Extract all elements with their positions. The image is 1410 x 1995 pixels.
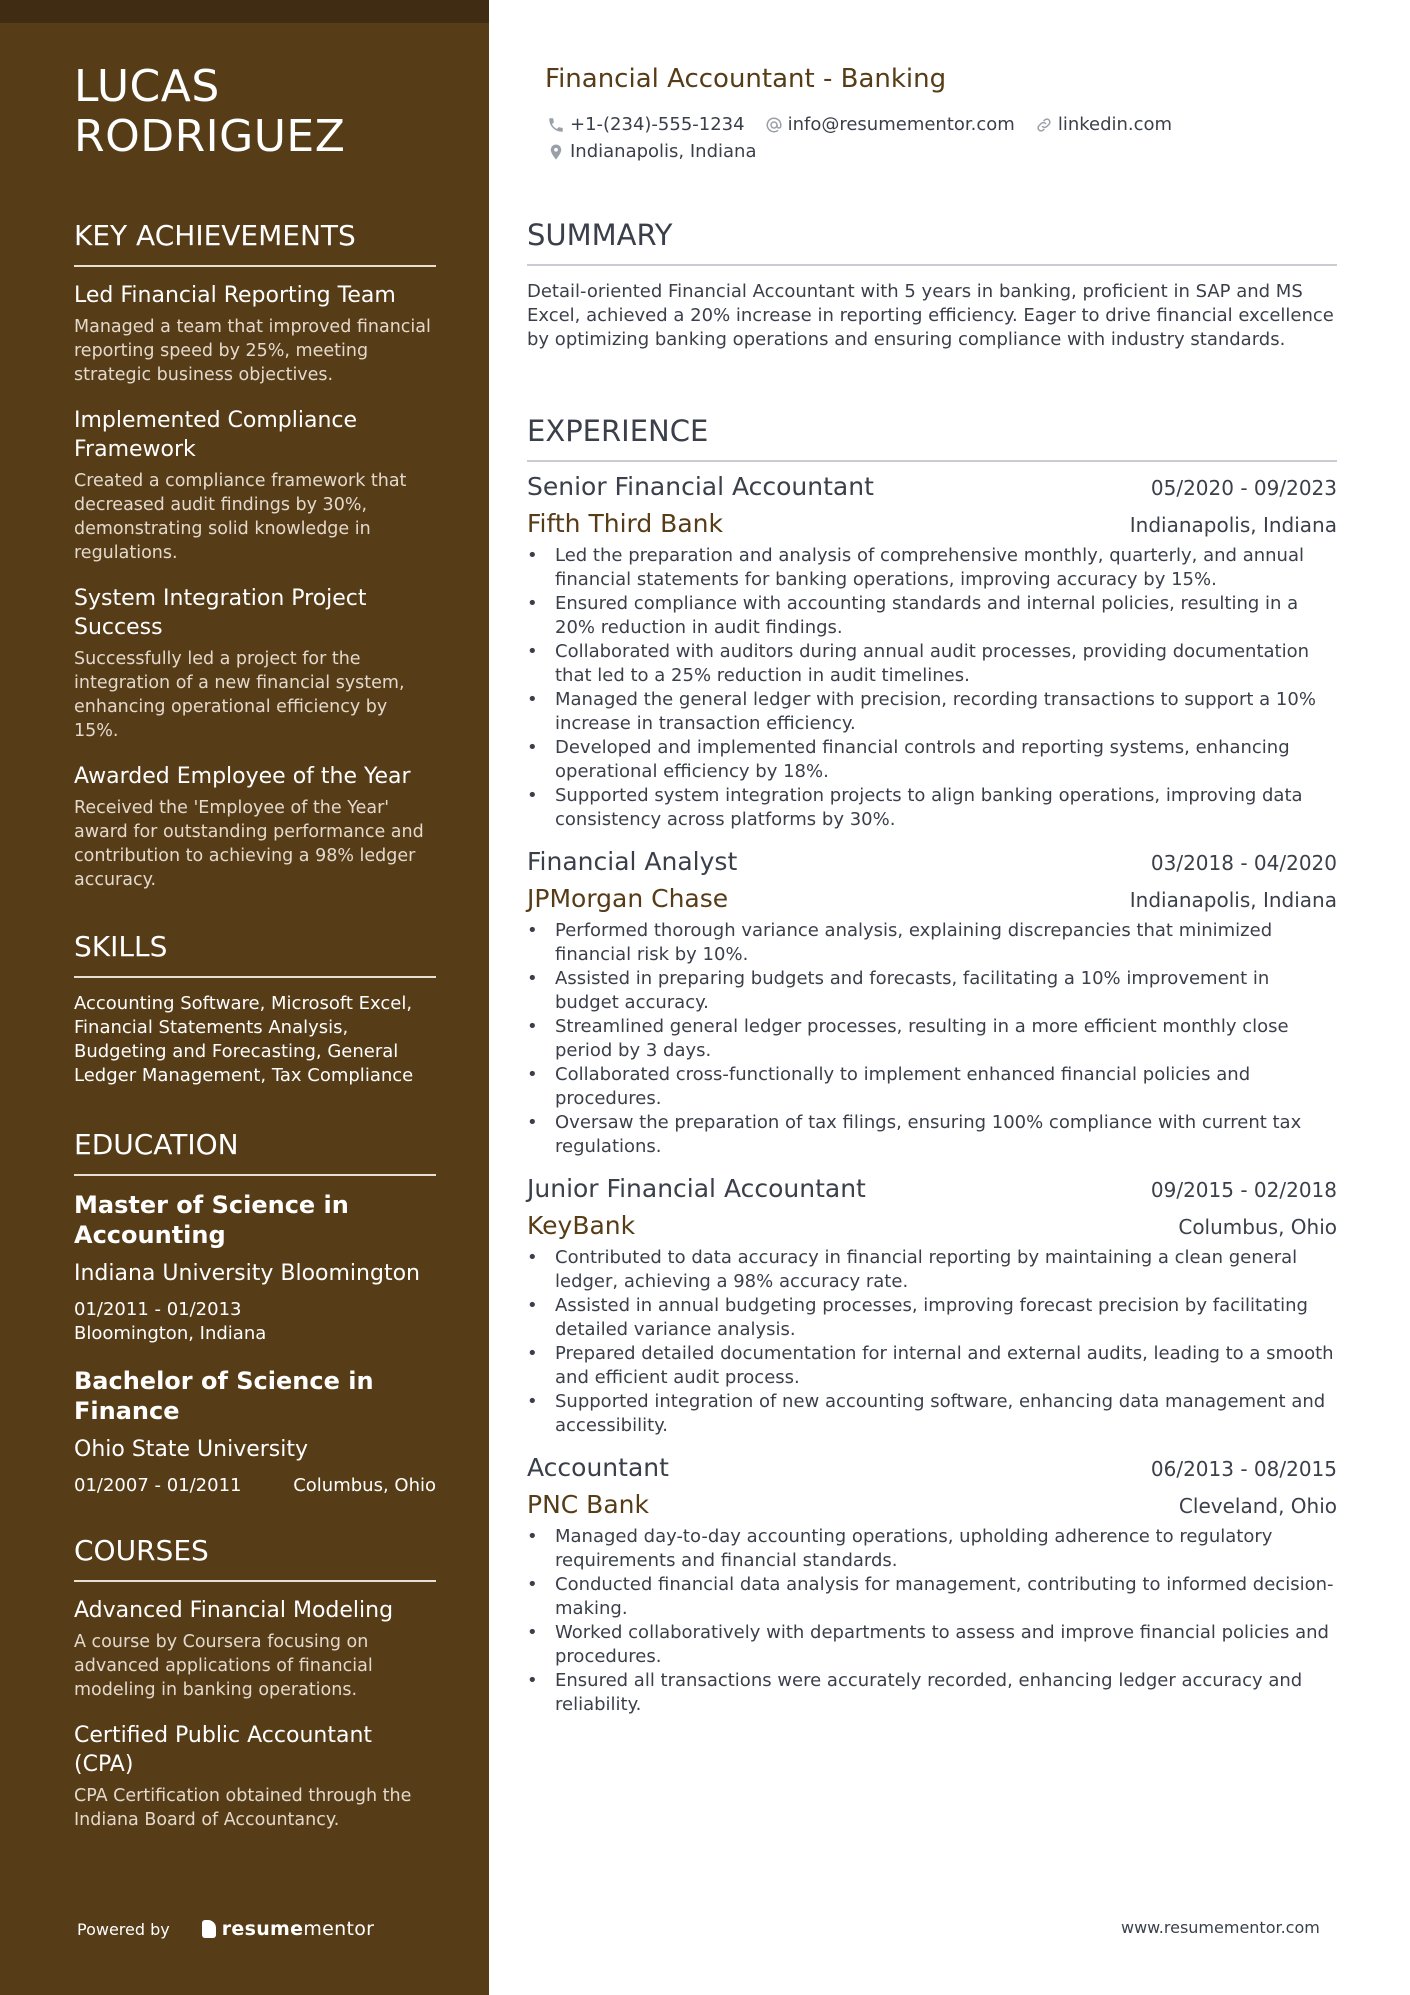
contact-row (547, 139, 1307, 165)
location-pin-icon (547, 143, 565, 161)
exp-role: Accountant (527, 1453, 669, 1482)
contact-info (547, 112, 1307, 166)
phone-text: +1-(234)-555-1234 (570, 114, 745, 135)
achievement-title: Awarded Employee of the Year (74, 764, 411, 789)
edu-degree: Bachelor of Science in Finance (74, 1367, 374, 1425)
powered-by-label: Powered by (77, 1919, 170, 1939)
exp-bullet: • Contributed to data accuracy in financial reporting by maintaining a clean general ledger, achieving a 98% accuracy rate. (527, 1246, 1337, 1294)
edu-degree: Master of Science in Accounting (74, 1191, 349, 1249)
edu-date-location-row (74, 1474, 436, 1498)
edu-dates: 01/2011 - 01/2013 (74, 1299, 242, 1320)
link-icon (1035, 116, 1053, 134)
exp-role: Junior Financial Accountant (527, 1174, 866, 1203)
education-item (74, 1190, 436, 1346)
course-desc: A course by Coursera focusing on advanced applications of financial modeling in banking operations. (74, 1632, 373, 1700)
exp-dates: 03/2018 - 04/2020 (1150, 851, 1337, 875)
course-item (74, 1596, 436, 1702)
experience-item (527, 846, 1337, 1159)
exp-bullet: • Assisted in preparing budgets and forecasts, facilitating a 10% improvement in budget accuracy. (527, 967, 1337, 1015)
edu-location: Columbus, Ohio (293, 1475, 436, 1496)
sidebar (0, 0, 489, 1995)
experience-item (527, 1452, 1337, 1717)
exp-bullet: • Ensured all transactions were accurately recorded, enhancing ledger accuracy and reliability. (527, 1669, 1337, 1717)
powered-by (77, 1918, 374, 1940)
achievement-item (74, 406, 436, 565)
exp-bullet: • Collaborated cross-functionally to implement enhanced financial policies and procedures. (527, 1063, 1337, 1111)
sidebar-top-band (0, 0, 489, 23)
resumementor-logo-icon (202, 1920, 216, 1938)
exp-bullet: • Managed day-to-day accounting operations, upholding adherence to regulatory requirements and financial standards. (527, 1525, 1337, 1573)
exp-dates: 06/2013 - 08/2015 (1150, 1457, 1337, 1481)
exp-bullet: • Collaborated with auditors during annual audit processes, providing documentation that led to a 25% reduction in audit timelines. (527, 640, 1337, 688)
footer-url[interactable]: www.resumementor.com (1121, 1918, 1320, 1937)
exp-role: Senior Financial Accountant (527, 472, 874, 501)
candidate-name (74, 62, 436, 162)
summary-heading: SUMMARY (527, 218, 1337, 266)
experience-item (527, 1173, 1337, 1438)
exp-bullets (527, 544, 1337, 832)
exp-header (527, 1173, 1337, 1205)
courses-heading: COURSES (74, 1534, 436, 1582)
course-title: Advanced Financial Modeling (74, 1598, 394, 1623)
exp-company: KeyBank (527, 1211, 636, 1240)
exp-company: Fifth Third Bank (527, 509, 723, 538)
achievement-desc: Created a compliance framework that decreased audit findings by 30%, demonstrating solid knowledge in regulations. (74, 471, 407, 563)
key-achievements-heading: KEY ACHIEVEMENTS (74, 219, 436, 267)
exp-location: Columbus, Ohio (1178, 1215, 1337, 1239)
achievement-desc: Successfully led a project for the integration of a new financial system, enhancing operational efficiency by 15%. (74, 649, 405, 741)
achievement-title: System Integration Project Success (74, 586, 367, 640)
exp-bullet: • Conducted financial data analysis for management, contributing to informed decision-making. (527, 1573, 1337, 1621)
achievement-desc: Managed a team that improved financial reporting speed by 25%, meeting strategic business objectives. (74, 317, 431, 385)
courses-section (74, 1534, 436, 1832)
education-item (74, 1366, 436, 1498)
first-name: LUCAS (74, 61, 220, 112)
key-achievements-section (74, 219, 436, 892)
resumementor-logo[interactable] (202, 1918, 375, 1940)
achievement-item (74, 762, 436, 892)
linkedin-text: linkedin.com (1057, 114, 1173, 135)
experience-item (527, 471, 1337, 832)
headline: Financial Accountant - Banking (545, 64, 947, 94)
logo-text-bold: resume (221, 1918, 304, 1940)
course-item (74, 1721, 436, 1832)
exp-header (527, 471, 1337, 503)
exp-bullet: • Streamlined general ledger processes, resulting in a more efficient monthly close period by 3 days. (527, 1015, 1337, 1063)
exp-bullet: • Performed thorough variance analysis, explaining discrepancies that minimized financial risk by 10%. (527, 919, 1337, 967)
exp-company: JPMorgan Chase (527, 884, 729, 913)
exp-bullets (527, 1525, 1337, 1717)
course-desc: CPA Certification obtained through the Indiana Board of Accountancy. (74, 1786, 412, 1830)
exp-location: Indianapolis, Indiana (1129, 888, 1337, 912)
email-text: info@resumementor.com (787, 114, 1015, 135)
exp-bullet: • Managed the general ledger with precision, recording transactions to support a 10% increase in transaction efficiency. (527, 688, 1337, 736)
exp-role: Financial Analyst (527, 847, 738, 876)
skills-list: Accounting Software, Microsoft Excel, Financial Statements Analysis, Budgeting and Forecasting, General Ledger Management, Tax Compliance (74, 993, 414, 1086)
exp-bullet: • Assisted in annual budgeting processes, improving forecast precision by facilitating detailed variance analysis. (527, 1294, 1337, 1342)
achievement-desc: Received the 'Employee of the Year' award for outstanding performance and contribution to achieving a 98% ledger accuracy. (74, 798, 424, 890)
experience-section (527, 414, 1337, 1717)
exp-bullet: • Worked collaboratively with departments to assess and improve financial policies and procedures. (527, 1621, 1337, 1669)
sidebar-content (74, 62, 436, 1851)
skills-heading: SKILLS (74, 930, 436, 978)
location-text: Indianapolis, Indiana (570, 141, 757, 162)
exp-bullet: • Developed and implemented financial controls and reporting systems, enhancing operational efficiency by 18%. (527, 736, 1337, 784)
achievement-item (74, 584, 436, 743)
achievement-item (74, 281, 436, 387)
exp-bullets (527, 919, 1337, 1159)
logo-text-light: mentor (303, 1918, 375, 1940)
exp-company: PNC Bank (527, 1490, 649, 1519)
contact-phone[interactable] (547, 112, 745, 138)
exp-location: Indianapolis, Indiana (1129, 513, 1337, 537)
exp-location: Cleveland, Ohio (1178, 1494, 1337, 1518)
exp-bullets (527, 1246, 1337, 1438)
contact-linkedin[interactable] (1035, 112, 1172, 138)
achievement-title: Led Financial Reporting Team (74, 283, 396, 308)
exp-subheader (527, 883, 1337, 915)
edu-location: Bloomington, Indiana (74, 1323, 267, 1344)
exp-dates: 09/2015 - 02/2018 (1150, 1178, 1337, 1202)
achievement-title: Implemented Compliance Framework (74, 408, 358, 462)
contact-row (547, 112, 1307, 138)
exp-bullet: • Led the preparation and analysis of comprehensive monthly, quarterly, and annual financial statements for banking operations, improving accuracy by 15%. (527, 544, 1337, 592)
education-section (74, 1128, 436, 1498)
exp-subheader (527, 1489, 1337, 1521)
exp-bullet: • Supported integration of new accounting software, enhancing data management and accessibility. (527, 1390, 1337, 1438)
exp-subheader (527, 508, 1337, 540)
edu-school: Ohio State University (74, 1437, 309, 1462)
exp-subheader (527, 1210, 1337, 1242)
summary-section (527, 218, 1337, 352)
summary-text: Detail-oriented Financial Accountant with 5 years in banking, proficient in SAP and MS Excel, achieved a 20% increase in reporting efficiency. Eager to drive financial excellence by optimizing banking operations and ensuring compliance with industry standards. (527, 281, 1334, 350)
exp-bullet: • Supported system integration projects to align banking operations, improving data consistency across platforms by 30%. (527, 784, 1337, 832)
exp-dates: 05/2020 - 09/2023 (1150, 476, 1337, 500)
contact-location (547, 139, 757, 165)
exp-bullet: • Prepared detailed documentation for internal and external audits, leading to a smooth and efficient audit process. (527, 1342, 1337, 1390)
exp-header (527, 846, 1337, 878)
exp-header (527, 1452, 1337, 1484)
exp-bullet: • Oversaw the preparation of tax filings, ensuring 100% compliance with current tax regulations. (527, 1111, 1337, 1159)
edu-school: Indiana University Bloomington (74, 1261, 420, 1286)
skills-section (74, 930, 436, 1088)
course-title: Certified Public Accountant (CPA) (74, 1723, 373, 1777)
exp-bullet: • Ensured compliance with accounting standards and internal policies, resulting in a 20% reduction in audit findings. (527, 592, 1337, 640)
phone-icon (547, 116, 565, 134)
contact-email[interactable] (765, 112, 1015, 138)
edu-dates: 01/2007 - 01/2011 (74, 1475, 242, 1496)
last-name: RODRIGUEZ (74, 111, 346, 162)
experience-heading: EXPERIENCE (527, 414, 1337, 462)
at-icon (765, 116, 783, 134)
education-heading: EDUCATION (74, 1128, 436, 1176)
